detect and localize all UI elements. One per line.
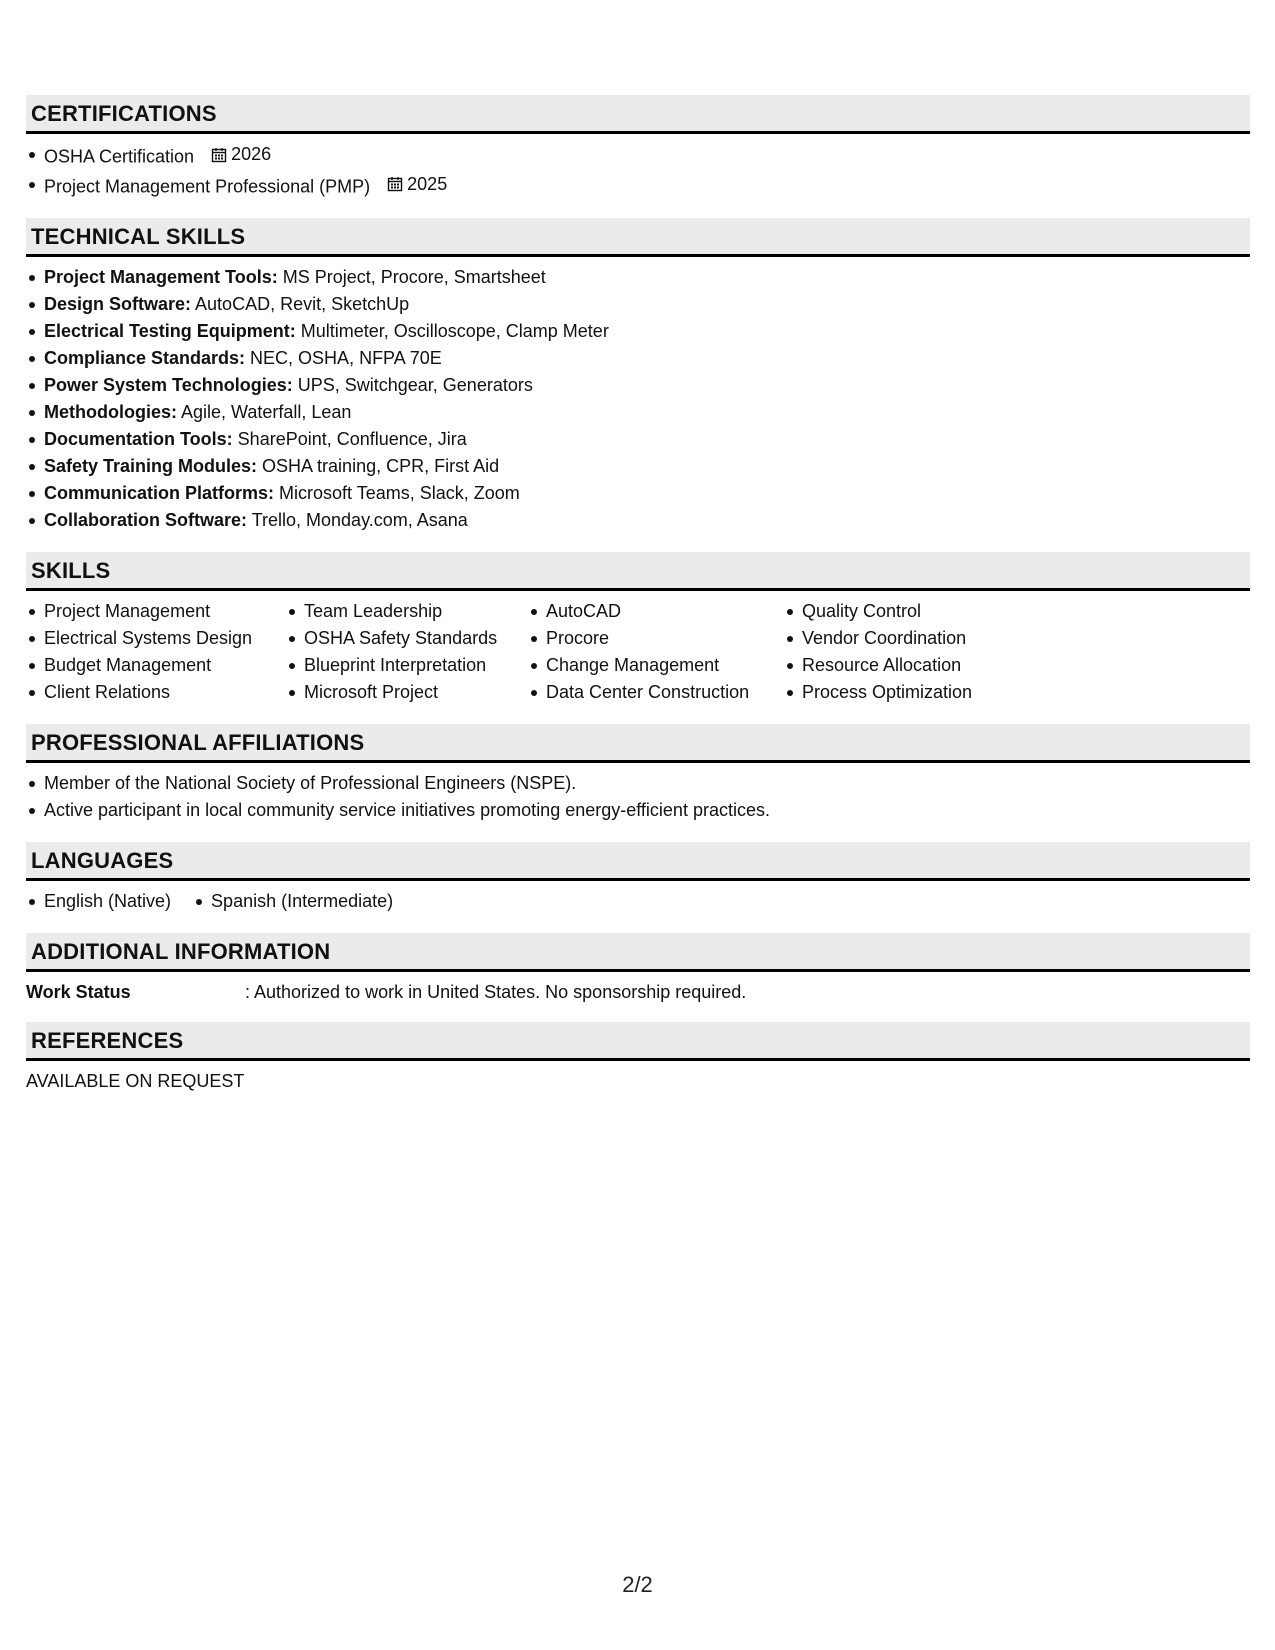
certifications-section bbox=[26, 95, 1250, 200]
certification-year: 2025 bbox=[407, 173, 448, 194]
section-title-references: REFERENCES bbox=[26, 1022, 1250, 1061]
skill-category: Methodologies: bbox=[44, 402, 177, 422]
list-item bbox=[26, 171, 1250, 201]
list-item bbox=[26, 318, 1250, 345]
section-title-certifications: CERTIFICATIONS bbox=[26, 95, 1250, 134]
skill-category: Safety Training Modules: bbox=[44, 456, 258, 476]
skills-columns bbox=[26, 598, 1250, 706]
list-item: Change Management bbox=[528, 652, 784, 679]
list-item: Procore bbox=[528, 625, 784, 652]
section-title-skills: SKILLS bbox=[26, 552, 1250, 591]
skill-category: Documentation Tools: bbox=[44, 429, 233, 449]
skills-column bbox=[528, 598, 784, 706]
list-item: Team Leadership bbox=[286, 598, 528, 625]
skills-section bbox=[26, 552, 1250, 706]
affiliations-section bbox=[26, 724, 1250, 824]
skill-values: Microsoft Teams, Slack, Zoom bbox=[274, 483, 520, 503]
skill-values: AutoCAD, Revit, SketchUp bbox=[191, 294, 410, 314]
skills-column bbox=[26, 598, 286, 706]
list-item: Client Relations bbox=[26, 679, 286, 706]
section-title-additional-info: ADDITIONAL INFORMATION bbox=[26, 933, 1250, 972]
list-item: Resource Allocation bbox=[784, 652, 1024, 679]
certifications-list bbox=[26, 141, 1250, 200]
skills-column bbox=[784, 598, 1024, 706]
languages-list bbox=[26, 888, 1250, 915]
skill-category: Electrical Testing Equipment: bbox=[44, 321, 296, 341]
certification-name: Project Management Professional (PMP) bbox=[44, 176, 371, 196]
work-status-row bbox=[26, 980, 1250, 1004]
list-item bbox=[26, 426, 1250, 453]
section-title-languages: LANGUAGES bbox=[26, 842, 1250, 881]
skill-values: SharePoint, Confluence, Jira bbox=[232, 429, 467, 449]
references-text: AVAILABLE ON REQUEST bbox=[26, 1071, 245, 1091]
skill-values: MS Project, Procore, Smartsheet bbox=[277, 267, 546, 287]
certification-name: OSHA Certification bbox=[44, 146, 195, 167]
certification-year: 2026 bbox=[231, 144, 272, 164]
list-item: OSHA Safety Standards bbox=[286, 625, 528, 652]
skill-values: Agile, Waterfall, Lean bbox=[177, 402, 352, 422]
affiliations-list bbox=[26, 770, 1250, 824]
skill-values: UPS, Switchgear, Generators bbox=[292, 375, 533, 395]
list-item: Quality Control bbox=[784, 598, 1024, 625]
skill-values: Multimeter, Oscilloscope, Clamp Meter bbox=[295, 321, 609, 341]
work-status-value: : Authorized to work in United States. No sponsorship required. bbox=[245, 982, 747, 1002]
list-item bbox=[26, 453, 1250, 480]
skill-category: Power System Technologies: bbox=[44, 375, 293, 395]
list-item: AutoCAD bbox=[528, 598, 784, 625]
section-title-technical-skills: TECHNICAL SKILLS bbox=[26, 218, 1250, 257]
list-item: Budget Management bbox=[26, 652, 286, 679]
list-item bbox=[26, 345, 1250, 372]
list-item bbox=[26, 264, 1250, 291]
list-item: Process Optimization bbox=[784, 679, 1024, 706]
skill-values: OSHA training, CPR, First Aid bbox=[257, 456, 500, 476]
additional-info-section bbox=[26, 933, 1250, 1004]
skill-values: NEC, OSHA, NFPA 70E bbox=[245, 348, 442, 368]
calendar-icon bbox=[211, 147, 227, 163]
list-item bbox=[26, 291, 1250, 318]
list-item: Active participant in local community service initiatives promoting energy-efficient practices. bbox=[26, 797, 1250, 824]
list-item: Spanish (Intermediate) bbox=[193, 888, 393, 915]
calendar-icon bbox=[387, 176, 403, 192]
skills-column bbox=[286, 598, 528, 706]
list-item bbox=[26, 372, 1250, 399]
list-item bbox=[26, 480, 1250, 507]
skill-category: Compliance Standards: bbox=[44, 348, 246, 368]
technical-skills-list bbox=[26, 264, 1250, 534]
list-item: Project Management bbox=[26, 598, 286, 625]
skill-category: Design Software: bbox=[44, 294, 192, 314]
list-item bbox=[26, 399, 1250, 426]
skill-values: Trello, Monday.com, Asana bbox=[247, 510, 468, 530]
list-item: English (Native) bbox=[26, 888, 171, 915]
list-item: Blueprint Interpretation bbox=[286, 652, 528, 679]
technical-skills-section bbox=[26, 218, 1250, 534]
list-item bbox=[26, 507, 1250, 534]
skill-category: Project Management Tools: bbox=[44, 267, 278, 287]
resume-page bbox=[26, 95, 1250, 1111]
references-section bbox=[26, 1022, 1250, 1093]
list-item: Microsoft Project bbox=[286, 679, 528, 706]
list-item: Electrical Systems Design bbox=[26, 625, 286, 652]
work-status-label: Work Status bbox=[26, 982, 131, 1002]
languages-section bbox=[26, 842, 1250, 915]
page-number: 2/2 bbox=[622, 1572, 653, 1597]
skill-category: Collaboration Software: bbox=[44, 510, 248, 530]
list-item: Vendor Coordination bbox=[784, 625, 1024, 652]
list-item: Data Center Construction bbox=[528, 679, 784, 706]
list-item: Member of the National Society of Professional Engineers (NSPE). bbox=[26, 770, 1250, 797]
skill-category: Communication Platforms: bbox=[44, 483, 275, 503]
section-title-affiliations: PROFESSIONAL AFFILIATIONS bbox=[26, 724, 1250, 763]
list-item bbox=[26, 141, 1250, 171]
